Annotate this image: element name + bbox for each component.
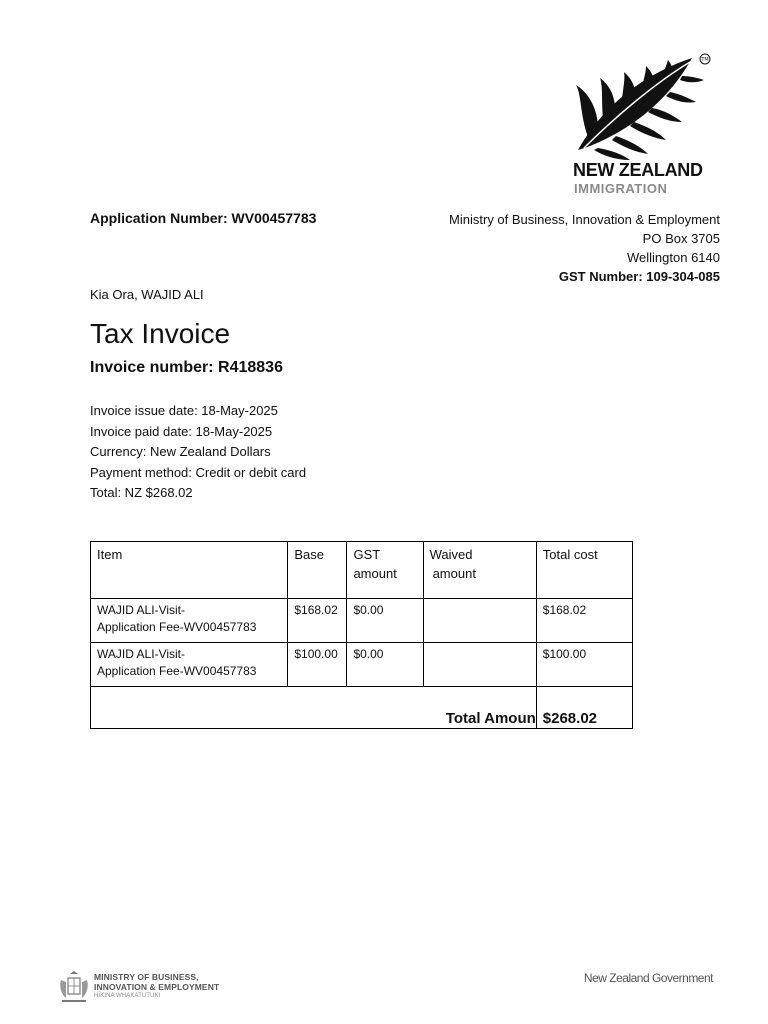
invoice-paid-date: Invoice paid date: 18-May-2025	[90, 423, 273, 439]
table-row	[91, 599, 633, 643]
invoice-items-table	[90, 541, 633, 729]
invoice-issue-date: Invoice issue date: 18-May-2025	[90, 403, 278, 418]
nz-immigration-logo	[570, 50, 720, 200]
address-line-po-box: PO Box 3705	[642, 231, 720, 246]
application-number: Application Number: WV00457783	[90, 210, 317, 226]
page-title: Tax Invoice	[90, 318, 231, 349]
cell-base: $168.02	[288, 599, 347, 643]
table-row	[91, 643, 633, 687]
header-base: Base	[288, 542, 347, 599]
table-header-row	[91, 542, 633, 599]
mbie-wordmark: MINISTRY OF BUSINESS, INNOVATION & EMPLOYMENT HĪKINA WHAKATUTUKI	[94, 972, 220, 999]
gst-number: GST Number: 109-304-085	[558, 269, 720, 284]
address-line-city: Wellington 6140	[627, 250, 720, 265]
logo-brand-line2: IMMIGRATION	[574, 181, 668, 196]
cell-waived	[423, 599, 536, 643]
cell-total: $168.02	[536, 599, 632, 643]
invoice-details	[90, 401, 306, 504]
nz-government-wordmark: New Zealand Government	[583, 971, 713, 985]
header-item: Item	[91, 542, 288, 599]
trademark-mark: TM	[701, 57, 709, 63]
cell-base: $100.00	[288, 643, 347, 687]
greeting: Kia Ora, WAJID ALI	[90, 287, 204, 302]
total-amount-label: Total Amoun	[91, 687, 537, 729]
mbie-footer-logo	[58, 968, 258, 1008]
silver-fern-icon	[570, 50, 720, 160]
cell-gst: $0.00	[347, 643, 423, 687]
header-waived: Waived amount	[423, 542, 536, 599]
cell-item: WAJID ALI-Visit- Application Fee-WV00457783	[91, 599, 288, 643]
coat-of-arms-icon	[58, 970, 90, 1004]
header-gst: GST amount	[347, 542, 423, 599]
invoice-total: Total: NZ $268.02	[90, 485, 193, 500]
cell-item: WAJID ALI-Visit- Application Fee-WV00457783	[91, 643, 288, 687]
address-block	[449, 210, 720, 286]
address-line-ministry: Ministry of Business, Innovation & Employment	[449, 212, 720, 227]
cell-gst: $0.00	[347, 599, 423, 643]
table-total-row	[91, 687, 633, 729]
cell-total: $100.00	[536, 643, 632, 687]
logo-brand-line1: NEW ZEALAND	[573, 160, 703, 180]
cell-waived	[423, 643, 536, 687]
total-amount-value: $268.02	[536, 687, 632, 729]
invoice-number: Invoice number: R418836	[90, 359, 283, 376]
payment-method: Payment method: Credit or debit card	[90, 464, 307, 480]
invoice-currency: Currency: New Zealand Dollars	[90, 444, 271, 459]
header-total-cost: Total cost	[536, 542, 632, 599]
